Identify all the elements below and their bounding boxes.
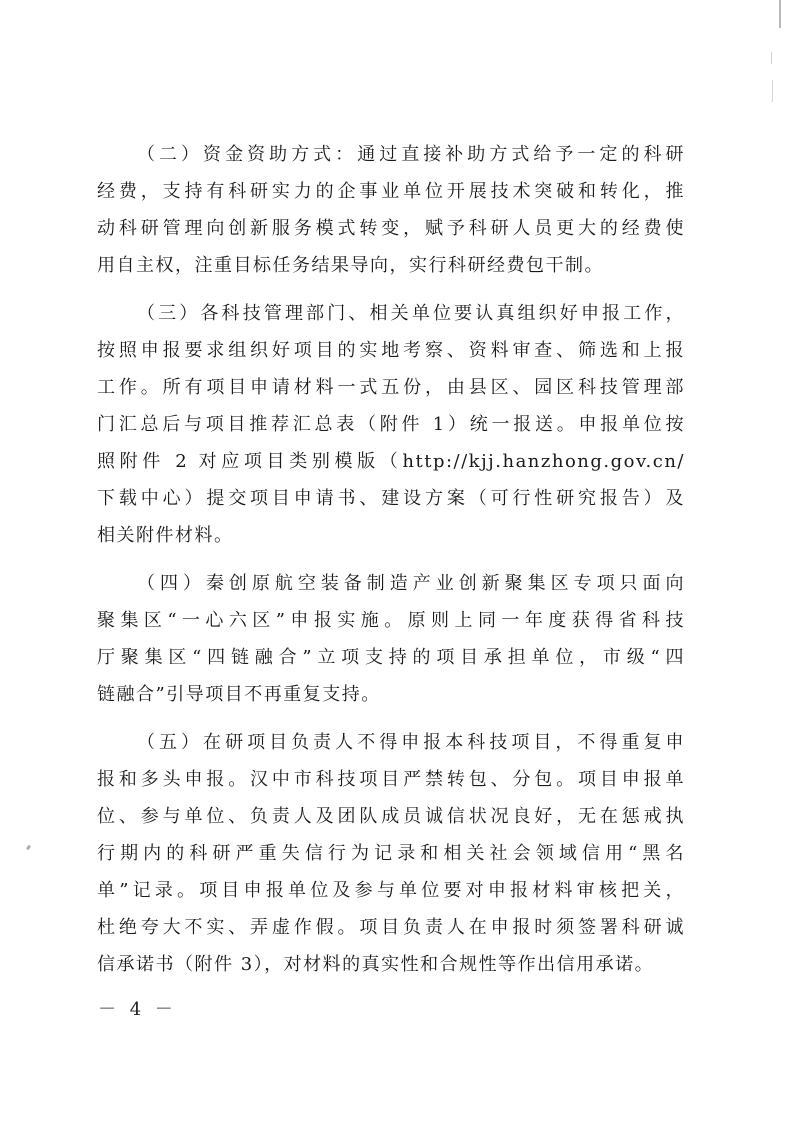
text-line: 链融合”引导项目不再重复支持。 <box>97 684 381 705</box>
scan-edge-mark <box>779 0 781 28</box>
text-line: 照附件 2 对应项目类别模版（http://kjj.hanzhong.gov.cn/ <box>97 451 685 472</box>
scan-edge-mark <box>772 80 773 102</box>
scan-speck <box>26 845 31 851</box>
text-line: 报和多头申报。汉中市科技项目严禁转包、分包。项目申报单 <box>97 769 685 790</box>
paragraph-organization <box>97 295 685 554</box>
text-line: 门汇总后与项目推荐汇总表（附件 1）统一报送。申报单位按 <box>97 414 685 435</box>
text-line: 杜绝夸大不实、弄虚作假。项目负责人在申报时须签署科研诚 <box>97 917 685 938</box>
page-number: － 4 － <box>98 999 177 1020</box>
text-line: （三）各科技管理部门、相关单位要认真组织好申报工作， <box>137 303 685 324</box>
paragraph-cluster-project <box>97 565 685 713</box>
text-line: （四）秦创原航空装备制造产业创新聚集区专项只面向 <box>137 573 685 594</box>
text-line: 行期内的科研严重失信行为记录和相关社会领域信用“黑名 <box>97 843 685 864</box>
text-line: 工作。所有项目申请材料一式五份，由县区、园区科技管理部 <box>97 377 685 398</box>
text-line: 经费，支持有科研实力的企事业单位开展技术突破和转化，推 <box>97 181 685 202</box>
text-line: 动科研管理向创新服务模式转变，赋予科研人员更大的经费使 <box>97 218 685 239</box>
text-line: 单”记录。项目申报单位及参与单位要对申报材料审核把关， <box>97 880 685 901</box>
document-body <box>97 136 685 994</box>
text-line: （五）在研项目负责人不得申报本科技项目，不得重复申 <box>137 732 685 753</box>
text-line: 按照申报要求组织好项目的实地考察、资料审查、筛选和上报 <box>97 340 685 361</box>
text-line: 用自主权，注重目标任务结果导向，实行科研经费包干制。 <box>97 255 604 276</box>
paragraph-integrity <box>97 724 685 983</box>
text-line: 信承诺书（附件 3），对材料的真实性和合规性等作出信用承诺。 <box>97 954 655 975</box>
text-line: 相关附件材料。 <box>97 525 234 546</box>
scan-edge-mark <box>771 52 772 64</box>
text-line: 厅聚集区“四链融合”立项支持的项目承担单位，市级“四 <box>97 647 685 668</box>
text-line: 下载中心）提交项目申请书、建设方案（可行性研究报告）及 <box>97 488 685 509</box>
paragraph-funding-method <box>97 136 685 284</box>
text-line: 聚集区“一心六区”申报实施。原则上同一年度获得省科技 <box>97 610 685 631</box>
text-line: （二）资金资助方式：通过直接补助方式给予一定的科研 <box>137 144 685 165</box>
text-line: 位、参与单位、负责人及团队成员诚信状况良好，无在惩戒执 <box>97 806 685 827</box>
